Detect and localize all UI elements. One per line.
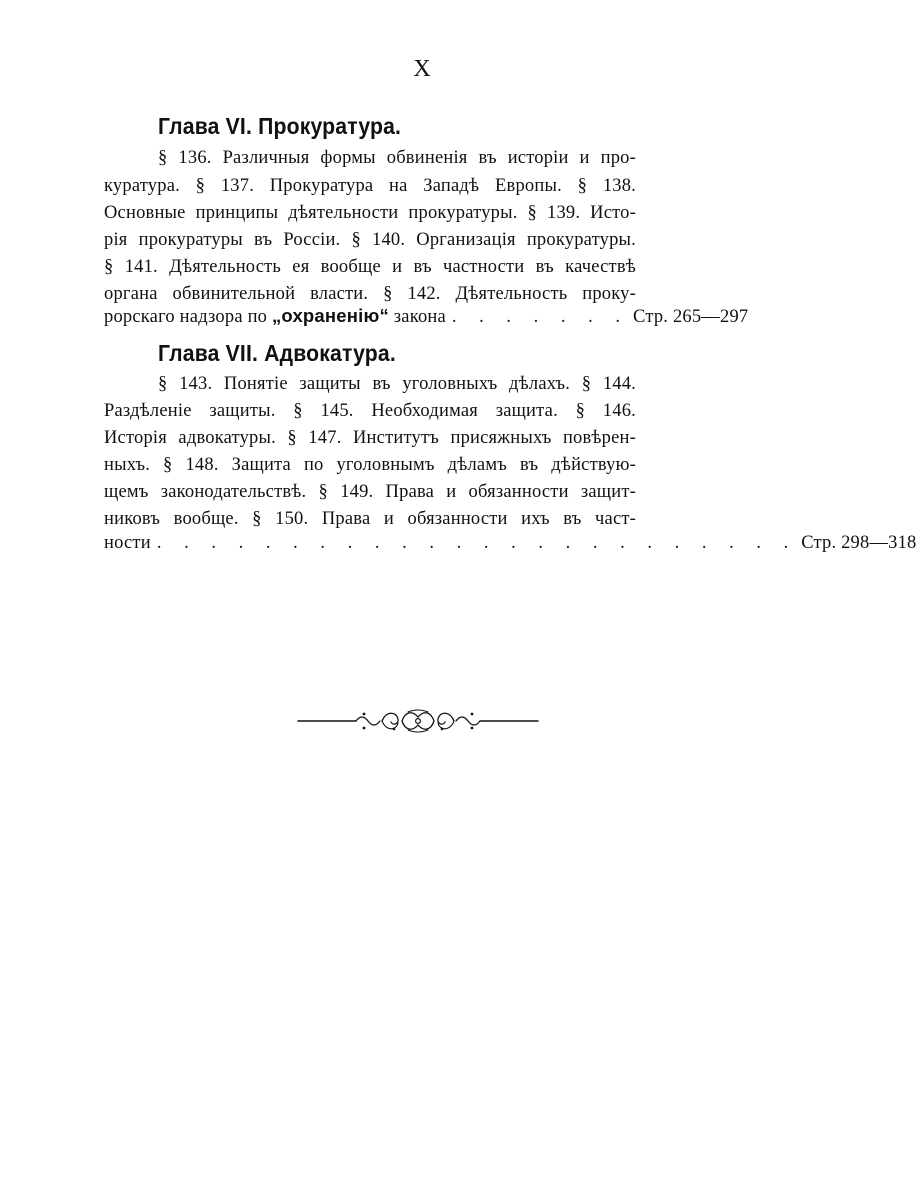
page-range: Стр. 265—297 <box>633 307 749 327</box>
toc-line: Основные принципы дѣятельности прокуратуры. § 139. Исто- <box>104 203 636 223</box>
toc-line: § 143. Понятіе защиты въ уголовныхъ дѣлахъ. § 144. <box>158 374 636 394</box>
toc-entry-last-line <box>104 302 749 330</box>
dot-leader: . . . . . . . <box>451 307 630 327</box>
toc-line: рія прокуратуры въ Россіи. § 140. Организація прокуратуры. <box>104 230 636 250</box>
toc-line-text: рорскаго надзора по „охраненію“ закона <box>104 305 446 327</box>
ornament-divider-icon <box>298 708 538 734</box>
chapter-title-vi: Глава VI. Прокуратура. <box>158 113 402 139</box>
toc-line: щемъ законодательствѣ. § 149. Права и обязанности защит- <box>104 482 636 502</box>
toc-line: никовъ вообще. § 150. Права и обязанности ихъ въ част- <box>104 509 636 529</box>
toc-line: § 136. Различныя формы обвиненія въ исторіи и про- <box>158 148 636 168</box>
toc-line: Раздѣленіе защиты. § 145. Необходимая защита. § 146. <box>104 401 636 421</box>
toc-line: Исторія адвокатуры. § 147. Институтъ присяжныхъ повѣрен- <box>104 428 636 448</box>
toc-line: § 141. Дѣятельность ея вообще и въ частности въ качествѣ <box>104 257 636 277</box>
toc-entry-last-line <box>104 528 917 556</box>
toc-line-text: ности <box>104 533 151 553</box>
page-range: Стр. 298—318 <box>801 533 917 553</box>
toc-line: куратура. § 137. Прокуратура на Западѣ Европы. § 138. <box>104 176 636 196</box>
toc-line: органа обвинительной власти. § 142. Дѣятельность проку- <box>104 284 636 304</box>
emphasized-word: „охраненію“ <box>271 305 389 326</box>
chapter-title-vii: Глава VII. Адвокатура. <box>158 340 396 366</box>
dot-leader: . . . . . . . . . . . . . . . . . . . . . . . . <box>156 533 798 553</box>
page-number: X <box>413 56 432 82</box>
toc-line: ныхъ. § 148. Защита по уголовнымъ дѣламъ въ дѣйствую- <box>104 455 636 475</box>
